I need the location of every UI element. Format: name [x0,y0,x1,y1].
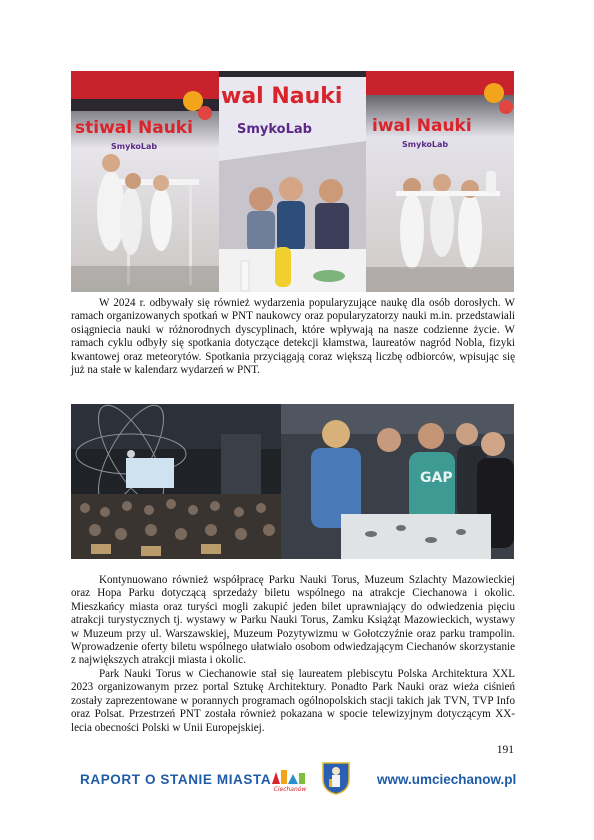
page-number: 191 [496,744,514,756]
gap-shirt-text: GAP [420,470,453,486]
svg-text:SmykoLab: SmykoLab [237,122,312,137]
paragraph-adult-events: W 2024 r. odbywały się również wydarzenia popularyzujące naukę dla osób dorosłych. W ramach organizowanych spotkań w PNT naukowcy oraz popularyzatorzy nauki m.in. przedstawiali osiągniecia nauki w różnorodnych dyscyplinach, które wpływają na nasze codzienne życie. W ramach cyklu odbyły się spotkania dotyczące detekcji kłamstwa, laureatów nagród Nobla, fizyki kwantowej oraz meteorytów. Spotkania przyciągają coraz większą liczbę odbiorców, wpisując się już na stałe w kalendarz wydarzeń w PNT. [71,297,515,377]
ciechanow-logo [268,764,312,792]
festival-sign-text: wal Nauki [221,84,343,109]
footer-website-link[interactable]: www.umciechanow.pl [377,772,517,787]
footer-report-title: RAPORT O STANIE MIASTA [80,772,272,787]
festival-sign-text: stiwal Nauki [75,118,193,138]
svg-text:SmykoLab: SmykoLab [111,142,158,151]
paragraph-joint-ticket: Kontynuowano również współpracę Parku Nauki Torus, Muzeum Szlachty Mazowieckiej oraz Hopa Parku dotyczącą sprzedaży biletu wspólnego na atrakcje Ciechanowa i okolic. Mieszkańcy miasta oraz turyści mogli zakupić jeden bilet uprawniający do odwiedzenia pięciu atrakcji turystycznych tj. wystawy w Parku Nauki Torus, Zamku Książąt Mazowieckich, wystawy w Muzeum przy ul. Warszawskiej, Muzeum Pozytywizmu w Gołotczyźnie oraz parku trampolin. Wprowadzenie oferty biletu wspólnego ułatwiało osobom odwiedzającym Ciechanów skorzystanie z największych atrakcji miasta i okolic. [71,574,515,667]
svg-text:SmykoLab: SmykoLab [402,140,449,149]
photo-festival-right [366,71,514,292]
festival-sign-text: iwal Nauki [372,116,472,136]
photo-lab-meeting [281,404,514,559]
photo-festival-left [71,71,219,292]
svg-text:Ciechanów: Ciechanów [273,786,307,792]
photo-lecture-hall [71,404,281,559]
paragraph-awards: Park Nauki Torus w Ciechanowie stał się laureatem plebiscytu Polska Architektura XXL 2023 organizowanym przez portal Sztukę Architektury. Ponadto Park Nauki oraz wieża ciśnień zostały zaprezentowane w porannych programach ogólnopolskich stacji takich jak TVN, TVP Info oraz Polsat. Przestrzeń PNT została również pokazana w spocie telewizyjnym dotyczącym XX-lecia obecności Polski w Unii Europejskiej. [71,668,515,734]
coat-of-arms-icon [321,761,351,795]
photo-festival-middle [219,71,366,292]
